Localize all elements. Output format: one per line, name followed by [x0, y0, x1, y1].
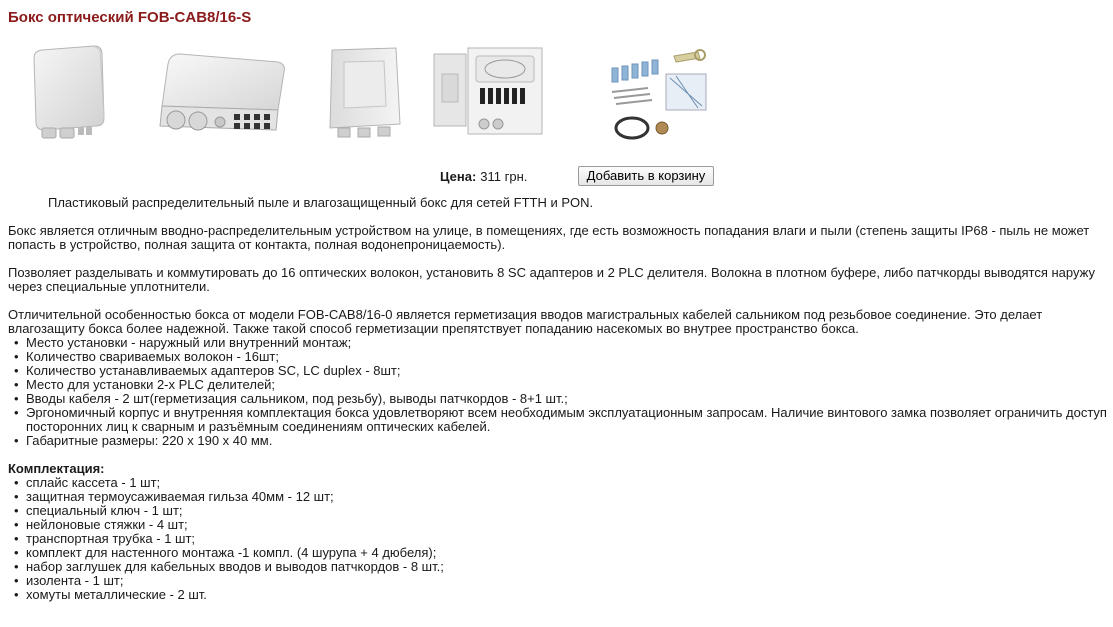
price-value: 311 грн. [480, 168, 528, 184]
kit-item: • транспортная трубка - 1 шт; [26, 532, 1108, 546]
description-paragraph-1: Бокс является отличным вводно-распределительным устройством на улице, в помещениях, где есть возможность попадания влаги и пыли (степень защиты IP68 - пыль не может попасть в устройство, полная защита от контакта, полная водонепроницаемость). [8, 223, 1090, 252]
add-to-cart-button[interactable]: Добавить в корзину [578, 166, 714, 186]
product-gallery [0, 0, 1113, 150]
specs-item: • Место установки - наружный или внутренний монтаж; [26, 336, 1108, 350]
price-row [440, 165, 527, 187]
specs-item: • Эргономичный корпус и внутренняя комплектация бокса удовлетворяют всем необходимым эксплуатационным запросам. Наличие винтового замка позволяет ограничить доступ посторонних лиц к сварным и разъёмным соединениям оптических кабелей. [26, 406, 1108, 434]
specs-item: • Количество свариваемых волокон - 16шт; [26, 350, 1108, 364]
kit-item: • защитная термоусаживаемая гильза 40мм - 12 шт; [26, 490, 1108, 504]
product-image-box-open[interactable] [432, 44, 544, 144]
product-image-box-glands[interactable] [150, 44, 292, 144]
specs-item: • Место для установки 2-х PLC делителей; [26, 378, 1108, 392]
price-label: Цена: [440, 168, 477, 184]
kit-list [8, 476, 1108, 602]
kit-title: Комплектация: [8, 461, 105, 476]
product-image-accessories[interactable] [604, 44, 718, 144]
specs-item: • Количество устанавливаемых адаптеров SC, LC duplex - 8шт; [26, 364, 1108, 378]
kit-item: • изолента - 1 шт; [26, 574, 1108, 588]
kit-item: • специальный ключ - 1 шт; [26, 504, 1108, 518]
kit-item: • комплект для настенного монтажа -1 компл. (4 шурупа + 4 дюбеля); [26, 546, 1108, 560]
specs-list [8, 336, 1108, 448]
specs-item: • Вводы кабеля - 2 шт(герметизация сальником, под резьбу), выводы патчкордов - 8+1 шт.; [26, 392, 1108, 406]
specs-item: • Габаритные размеры: 220 х 190 х 40 мм. [26, 434, 1108, 448]
kit-item: • сплайс кассета - 1 шт; [26, 476, 1108, 490]
kit-item: • набор заглушек для кабельных вводов и выводов патчкордов - 8 шт.; [26, 560, 1108, 574]
product-title: Бокс оптический FOB-CAB8/16-S [8, 9, 252, 26]
kit-item: • нейлоновые стяжки - 4 шт; [26, 518, 1108, 532]
product-description [8, 196, 1108, 602]
product-image-box-back[interactable] [322, 44, 406, 144]
product-image-box-front[interactable] [28, 44, 110, 144]
description-paragraph-2: Позволяет разделывать и коммутировать до 16 оптических волокон, установить 8 SC адаптеров и 2 PLC делителя. Волокна в плотном буфере, либо патчкорды выводятся наружу через специальные уплотнители. [8, 265, 1095, 294]
kit-item: • хомуты металлические - 2 шт. [26, 588, 1108, 602]
description-paragraph-3: Отличительной особенностью бокса от модели FOB-CAB8/16-0 является герметизация вводов магистральных кабелей сальником под резьбовое соединение. Это делает влагозащиту бокса более надежной. Также такой способ герметизации препятствует попаданию насекомых во внутрее пространство бокса. [8, 307, 1043, 336]
description-intro: Пластиковый распределительный пыле и влагозащищенный бокс для сетей FTTH и PON. [48, 195, 594, 210]
